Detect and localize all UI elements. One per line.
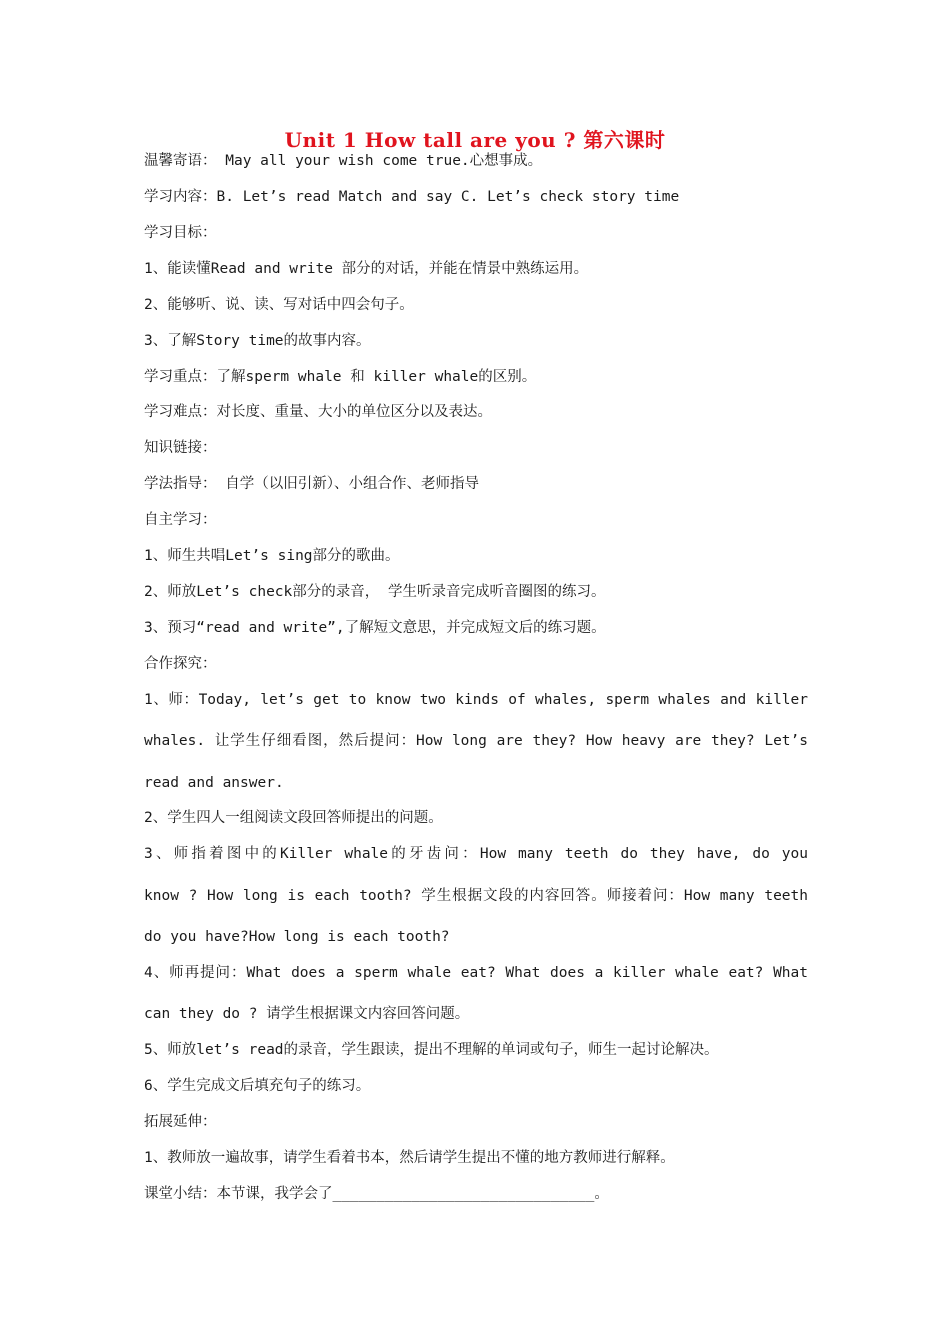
summary-line: 课堂小结：本节课，我学会了______________________________。	[144, 1186, 609, 1202]
cooperation-heading: 合作探究：	[144, 656, 217, 672]
key-point-line: 学习重点：了解sperm whale 和 killer whale的区别。	[144, 369, 537, 385]
objective-3: 3、了解Story time的故事内容。	[144, 333, 371, 349]
extension-item-1: 1、教师放一遍故事，请学生看着书本，然后请学生提出不懂的地方教师进行解释。	[144, 1150, 675, 1166]
cooperation-item-1-line-3: read and answer.	[144, 775, 284, 791]
cooperation-item-1-line-1: 1、师：Today, let’s get to know two kinds of whales, sperm whales and killer	[144, 692, 808, 708]
cooperation-item-4-line-2: can they do ? 请学生根据课文内容回答问题。	[144, 1006, 470, 1022]
method-guide-line: 学法指导： 自学（以旧引新）、小组合作、老师指导	[144, 476, 479, 492]
cooperation-item-3-line-2: know ? How long is each tooth? 学生根据文段的内容回答。师接着问：How many teeth	[144, 888, 808, 904]
objectives-heading: 学习目标：	[144, 225, 217, 241]
cooperation-item-3-line-3: do you have?How long is each tooth?	[144, 929, 450, 945]
self-study-item-3: 3、预习“read and write”,了解短文意思，并完成短文后的练习题。	[144, 620, 606, 636]
extension-heading: 拓展延伸：	[144, 1114, 217, 1130]
cooperation-item-1-line-2: whales. 让学生仔细看图，然后提问：How long are they? How heavy are they? Let’s	[144, 733, 808, 749]
objective-2: 2、能够听、说、读、写对话中四会句子。	[144, 297, 414, 313]
knowledge-link-heading: 知识链接：	[144, 440, 217, 456]
objective-1: 1、能读懂Read and write 部分的对话，并能在情景中熟练运用。	[144, 261, 589, 277]
difficulty-line: 学习难点：对长度、重量、大小的单位区分以及表达。	[144, 404, 492, 420]
self-study-item-2: 2、师放Let’s check部分的录音， 学生听录音完成听音圈图的练习。	[144, 584, 606, 600]
cooperation-item-6: 6、学生完成文后填充句子的练习。	[144, 1078, 371, 1094]
document-title: Unit 1 How tall are you ? 第六课时	[284, 128, 666, 152]
content-line: 学习内容：B. Let’s read Match and say C. Let’s check story time	[144, 189, 680, 205]
self-study-item-1: 1、师生共唱Let’s sing部分的歌曲。	[144, 548, 400, 564]
cooperation-item-5: 5、师放let’s read的录音，学生跟读，提出不理解的单词或句子，师生一起讨论解决。	[144, 1042, 719, 1058]
cooperation-item-2: 2、学生四人一组阅读文段回答师提出的问题。	[144, 810, 443, 826]
motto-line: 温馨寄语： May all your wish come true.心想事成。	[144, 153, 543, 169]
cooperation-item-3-line-1: 3、师指着图中的Killer whale的牙齿问：How many teeth do they have, do you	[144, 846, 808, 862]
cooperation-item-4-line-1: 4、师再提问：What does a sperm whale eat? What does a killer whale eat? What	[144, 965, 808, 981]
self-study-heading: 自主学习：	[144, 512, 217, 528]
